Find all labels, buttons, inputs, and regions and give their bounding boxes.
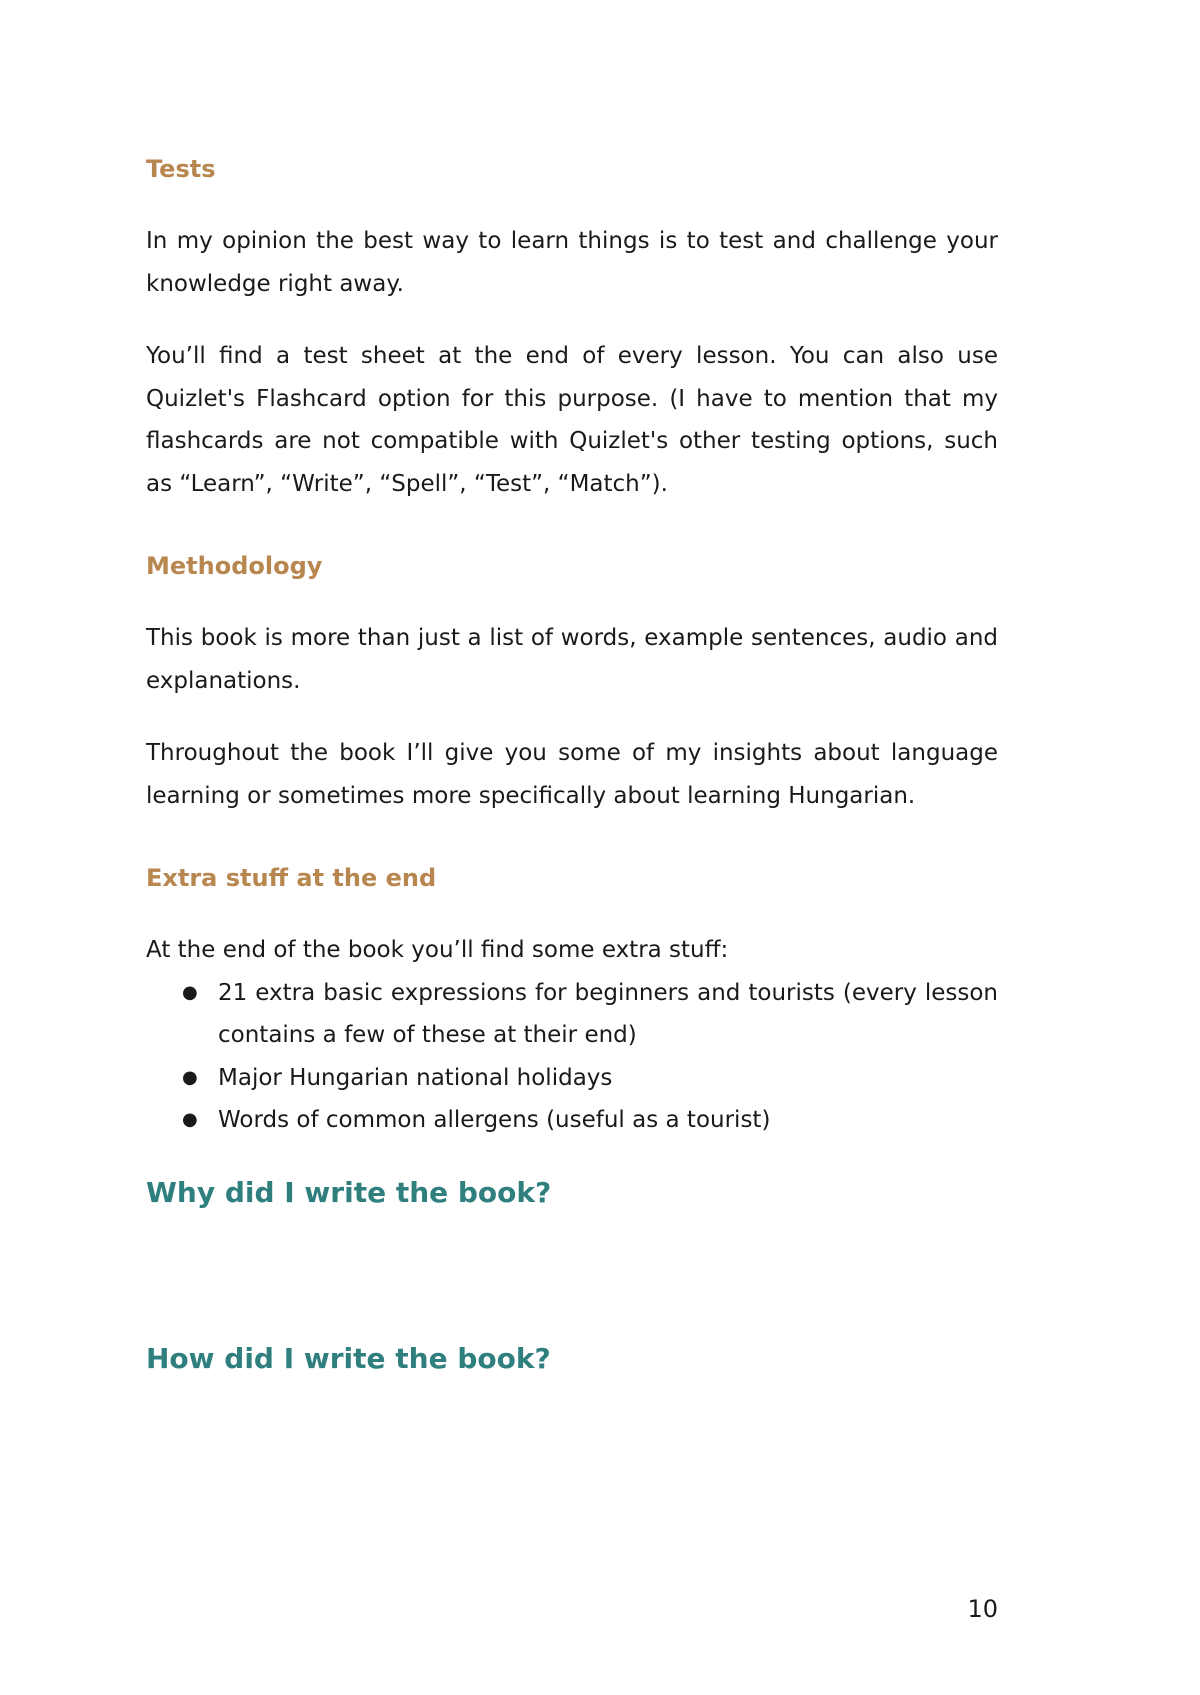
bullet-icon: ●: [182, 981, 198, 1003]
list-item: [182, 1057, 998, 1100]
list-item-text: 21 extra basic expressions for beginners and tourists (every lesson contains a few of these at their end): [218, 979, 998, 1048]
methodology-paragraph-1: This book is more than just a list of words, example sentences, audio and explanations.: [146, 625, 998, 694]
list-item-text: Major Hungarian national holidays: [218, 1064, 613, 1091]
why-heading: Why did I write the book?: [146, 1175, 552, 1209]
tests-heading: Tests: [146, 155, 216, 183]
methodology-heading: Methodology: [146, 552, 323, 580]
how-heading: How did I write the book?: [146, 1341, 551, 1375]
extra-heading: Extra stuff at the end: [146, 864, 437, 892]
page-content: [146, 148, 998, 1380]
methodology-paragraph-2: Throughout the book I’ll give you some of my insights about language learning or sometimes more specifically about learning Hungarian.: [146, 740, 998, 809]
extra-intro: At the end of the book you’ll find some extra stuff:: [146, 937, 729, 963]
tests-paragraph-2: You’ll find a test sheet at the end of every lesson. You can also use Quizlet's Flashcard option for this purpose. (I have to mention that my flashcards are not compatible with Quizlet's other testing options, such as “Learn”, “Write”, “Spell”, “Test”, “Match”).: [146, 343, 998, 497]
list-item-text: Words of common allergens (useful as a tourist): [218, 1107, 771, 1133]
extra-list: [146, 972, 998, 1142]
list-item: [182, 972, 998, 1057]
bullet-icon: ●: [182, 1109, 198, 1130]
list-item: [182, 1099, 998, 1142]
page-number: 10: [967, 1595, 998, 1623]
tests-paragraph-1: In my opinion the best way to learn things is to test and challenge your knowledge right away.: [146, 228, 998, 297]
bullet-icon: ●: [182, 1066, 198, 1088]
